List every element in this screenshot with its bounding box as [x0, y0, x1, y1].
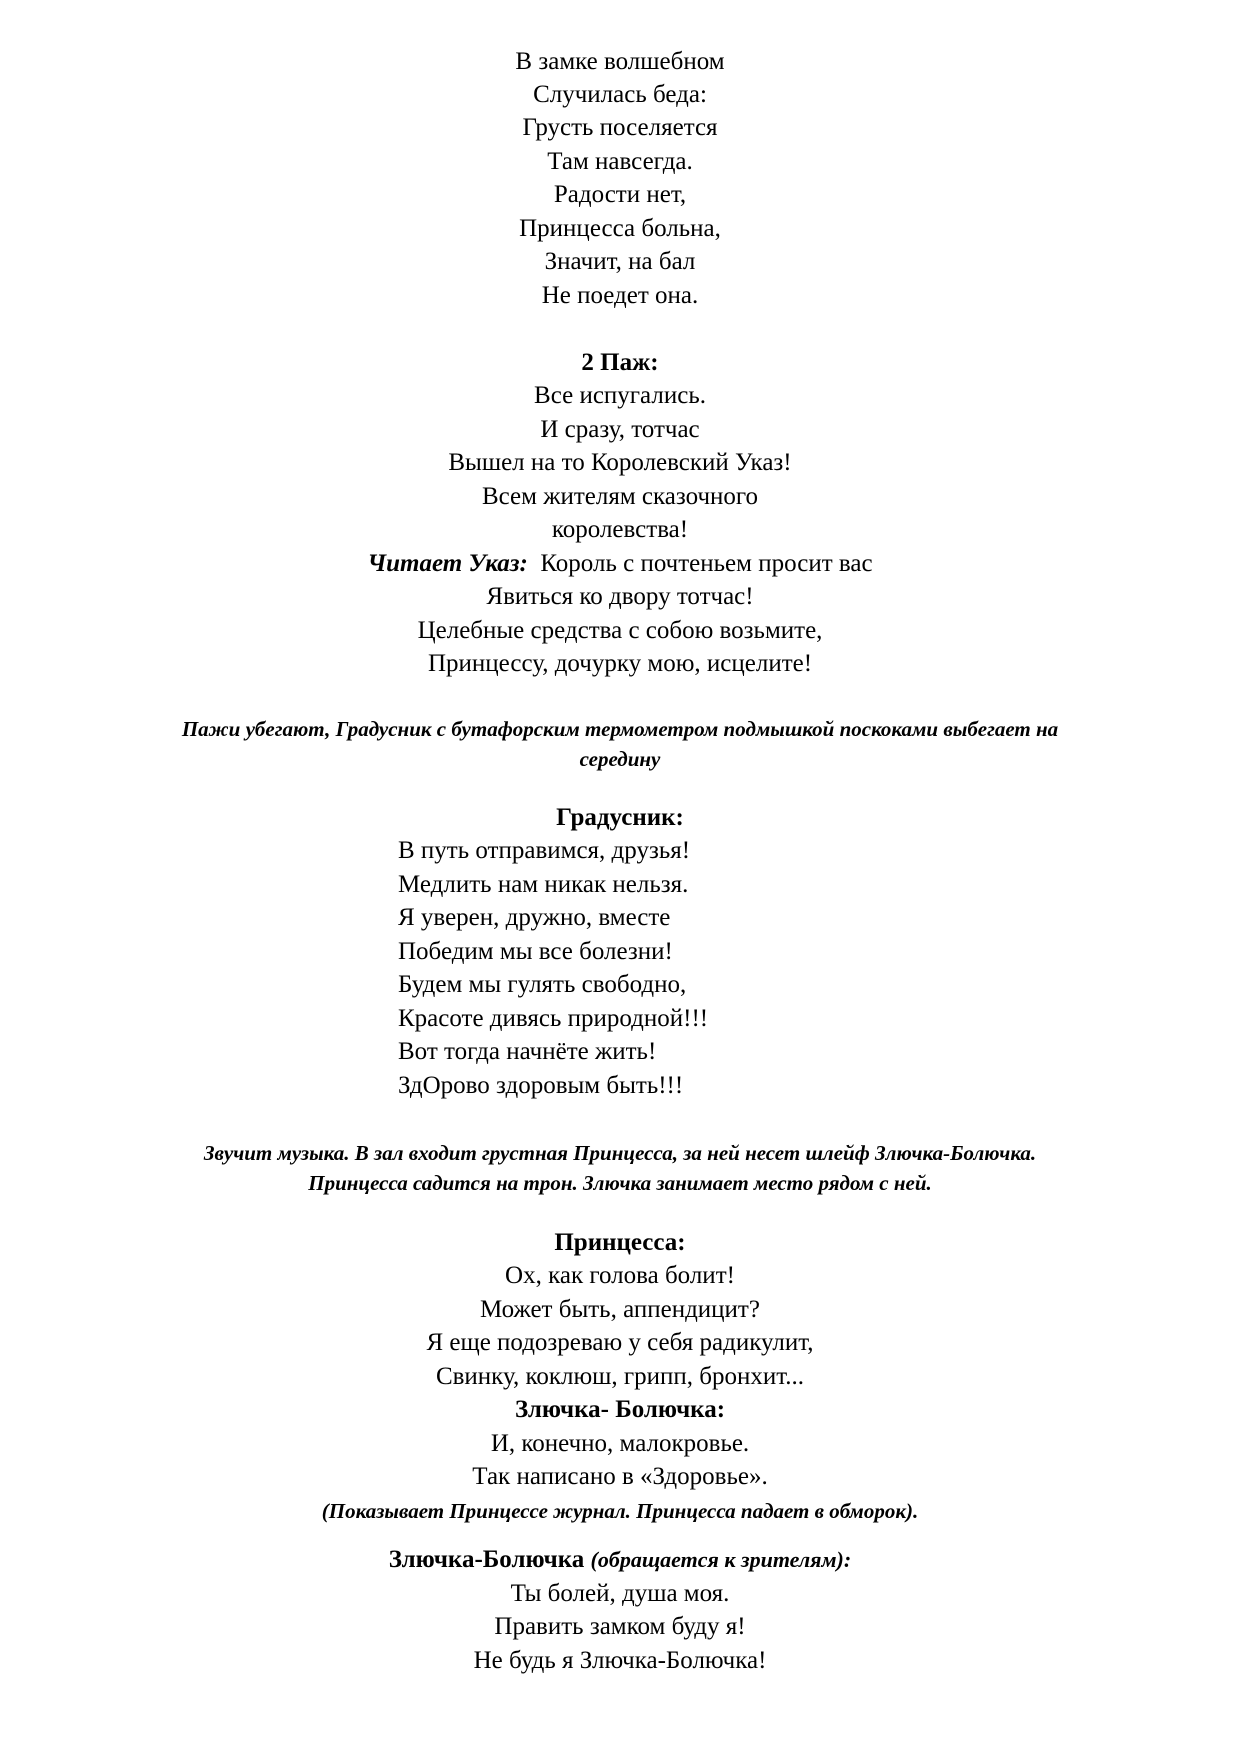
- zlyuchka2-line-1: Ты болей, душа моя.: [510, 1580, 730, 1607]
- princess-line-3: Я еще подозреваю у себя радикулит,: [426, 1329, 814, 1356]
- zlyuchka1-line-2: Так написано в «Здоровье».: [472, 1463, 768, 1490]
- gradusnik-line-4: Победим мы все болезни!: [398, 937, 673, 965]
- stage-direction-1: [80, 714, 1160, 774]
- verse1-line-5: Радости нет,: [553, 181, 687, 208]
- decree-line-4: Принцессу, дочурку мою, исцелите!: [427, 650, 813, 677]
- stage2-line-1: Звучит музыка. В зал входит грустная Принцесса, за ней несет шлейф Злючка-Болючка.: [203, 1141, 1037, 1165]
- decree-line-3: Целебные средства с собою возьмите,: [417, 617, 823, 644]
- zlyuchka1-speaker: Злючка- Болючка:: [514, 1396, 726, 1423]
- zlyuchka2-speaker: Злючка-Болючка: [388, 1546, 585, 1573]
- verse1-line-6: Принцесса больна,: [519, 215, 721, 242]
- decree-first-text: Король с почтеньем просит вас: [540, 550, 873, 577]
- zlyuchka2-heading: [0, 1543, 1240, 1577]
- verse1-line-2: Случилась беда:: [533, 81, 707, 108]
- zlyuchka2-line-2: Править замком буду я!: [494, 1613, 746, 1640]
- verse1-line-3: Грусть поселяется: [522, 114, 718, 141]
- zlyuchka2-line-3: Не будь я Злючка-Болючка!: [473, 1647, 767, 1674]
- gradusnik-line-5: Будем мы гулять свободно,: [398, 971, 687, 998]
- zlyuchka2-aside: (обращается к зрителям):: [590, 1547, 852, 1572]
- stage1-line-1: Пажи убегают, Градусник с бутафорским термометром подмышкой поскоками выбегает на: [181, 717, 1059, 741]
- princess-line-1: Ох, как голова болит!: [505, 1262, 735, 1289]
- page2-line-2: И сразу, тотчас: [540, 416, 700, 443]
- gradusnik-line-2: Медлить нам никак нельзя.: [398, 870, 689, 898]
- gradusnik-verse: [398, 834, 708, 1102]
- gradusnik-line-7: Вот тогда начнёте жить!: [398, 1038, 657, 1065]
- page2-line-1: Все испугались.: [534, 382, 706, 409]
- gradusnik-line-1: В путь отправимся, друзья!: [398, 837, 691, 864]
- princess-speaker: Принцесса:: [554, 1229, 686, 1256]
- verse1-line-8: Не поедет она.: [541, 282, 699, 309]
- page2-line-3: Вышел на то Королевский Указ!: [448, 449, 792, 476]
- stage2-line-2: Принцесса садится на трон. Злючка занимает место рядом с ней.: [308, 1171, 932, 1195]
- verse1-line-4: Там навсегда.: [547, 148, 693, 175]
- verse1-line-7: Значит, на бал: [544, 248, 696, 275]
- stage1-line-2: середину: [579, 747, 661, 771]
- gradusnik-line-8: ЗдОрово здоровым быть!!!: [398, 1071, 684, 1099]
- princess-line-2: Может быть, аппендицит?: [480, 1296, 760, 1323]
- gradusnik-line-3: Я уверен, дружно, вместе: [398, 904, 671, 931]
- zlyuchka1-line-1: И, конечно, малокровье.: [490, 1430, 750, 1457]
- verse1-line-1: В замке волшебном: [515, 48, 725, 75]
- decree-label: Читает Указ:: [367, 550, 528, 577]
- decree-line-2: Явиться ко двору тотчас!: [486, 583, 754, 610]
- zlyuchka1-stage: (Показывает Принцессе журнал. Принцесса падает в обморок).: [321, 1499, 919, 1523]
- stage-direction-2: [80, 1138, 1160, 1198]
- page2-speaker: 2 Паж:: [581, 349, 659, 376]
- page2-line-4: Всем жителям сказочного: [481, 483, 759, 510]
- decree-first-line: [0, 547, 1240, 581]
- gradusnik-line-6: Красоте дивясь природной!!!: [398, 1004, 709, 1032]
- page2-line-5: королевства!: [551, 516, 689, 543]
- gradusnik-speaker: Градусник:: [556, 804, 684, 831]
- princess-line-4: Свинку, коклюш, грипп, бронхит...: [435, 1363, 805, 1390]
